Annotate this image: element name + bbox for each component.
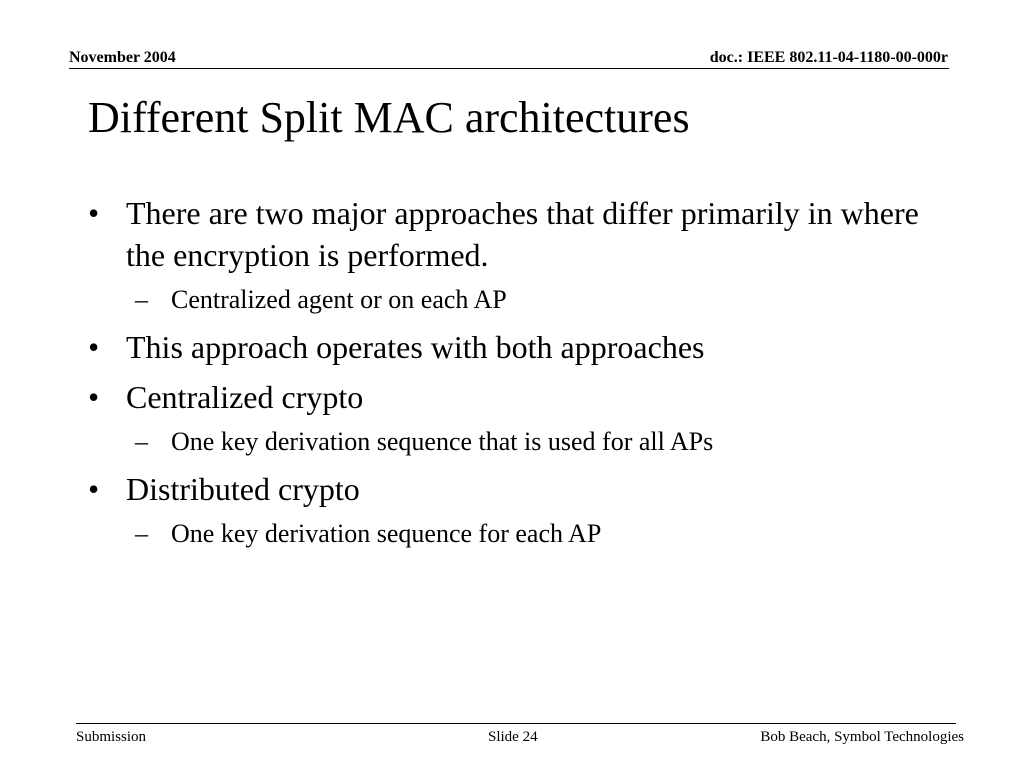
bullet-item [88, 468, 948, 510]
footer-divider [76, 723, 956, 724]
sub-bullet-text: One key derivation sequence that is used for all APs [171, 427, 714, 456]
bullet-text: Distributed crypto [126, 471, 360, 507]
header-divider [69, 68, 949, 69]
bullet-marker: • [88, 329, 100, 365]
slide-title: Different Split MAC architectures [88, 93, 690, 142]
footer-submission: Submission [76, 729, 147, 745]
footer-slide-number: Slide 24 [488, 729, 538, 745]
bullet-text: This approach operates with both approaches [126, 329, 705, 365]
bullet-marker: • [88, 471, 100, 507]
sub-bullet-text: One key derivation sequence for each AP [171, 519, 602, 548]
header-date: November 2004 [69, 49, 176, 66]
sub-bullet-item [88, 518, 948, 550]
sub-bullet-item [88, 426, 948, 458]
slide-content [88, 192, 948, 560]
header-doc-id: doc.: IEEE 802.11-04-1180-00-000r [709, 49, 948, 66]
sub-bullet-marker: – [135, 519, 148, 548]
sub-bullet-marker: – [135, 285, 148, 314]
bullet-item [88, 326, 948, 368]
bullet-marker: • [88, 379, 100, 415]
sub-bullet-text: Centralized agent or on each AP [171, 285, 507, 314]
sub-bullet-item [88, 284, 948, 316]
sub-bullet-marker: – [135, 427, 148, 456]
bullet-marker: • [88, 195, 100, 231]
bullet-item [88, 376, 948, 418]
bullet-text: Centralized crypto [126, 379, 364, 415]
bullet-item [88, 192, 948, 276]
bullet-text: There are two major approaches that differ primarily in where the encryption is performed. [126, 195, 919, 273]
footer-author: Bob Beach, Symbol Technologies [760, 729, 964, 745]
